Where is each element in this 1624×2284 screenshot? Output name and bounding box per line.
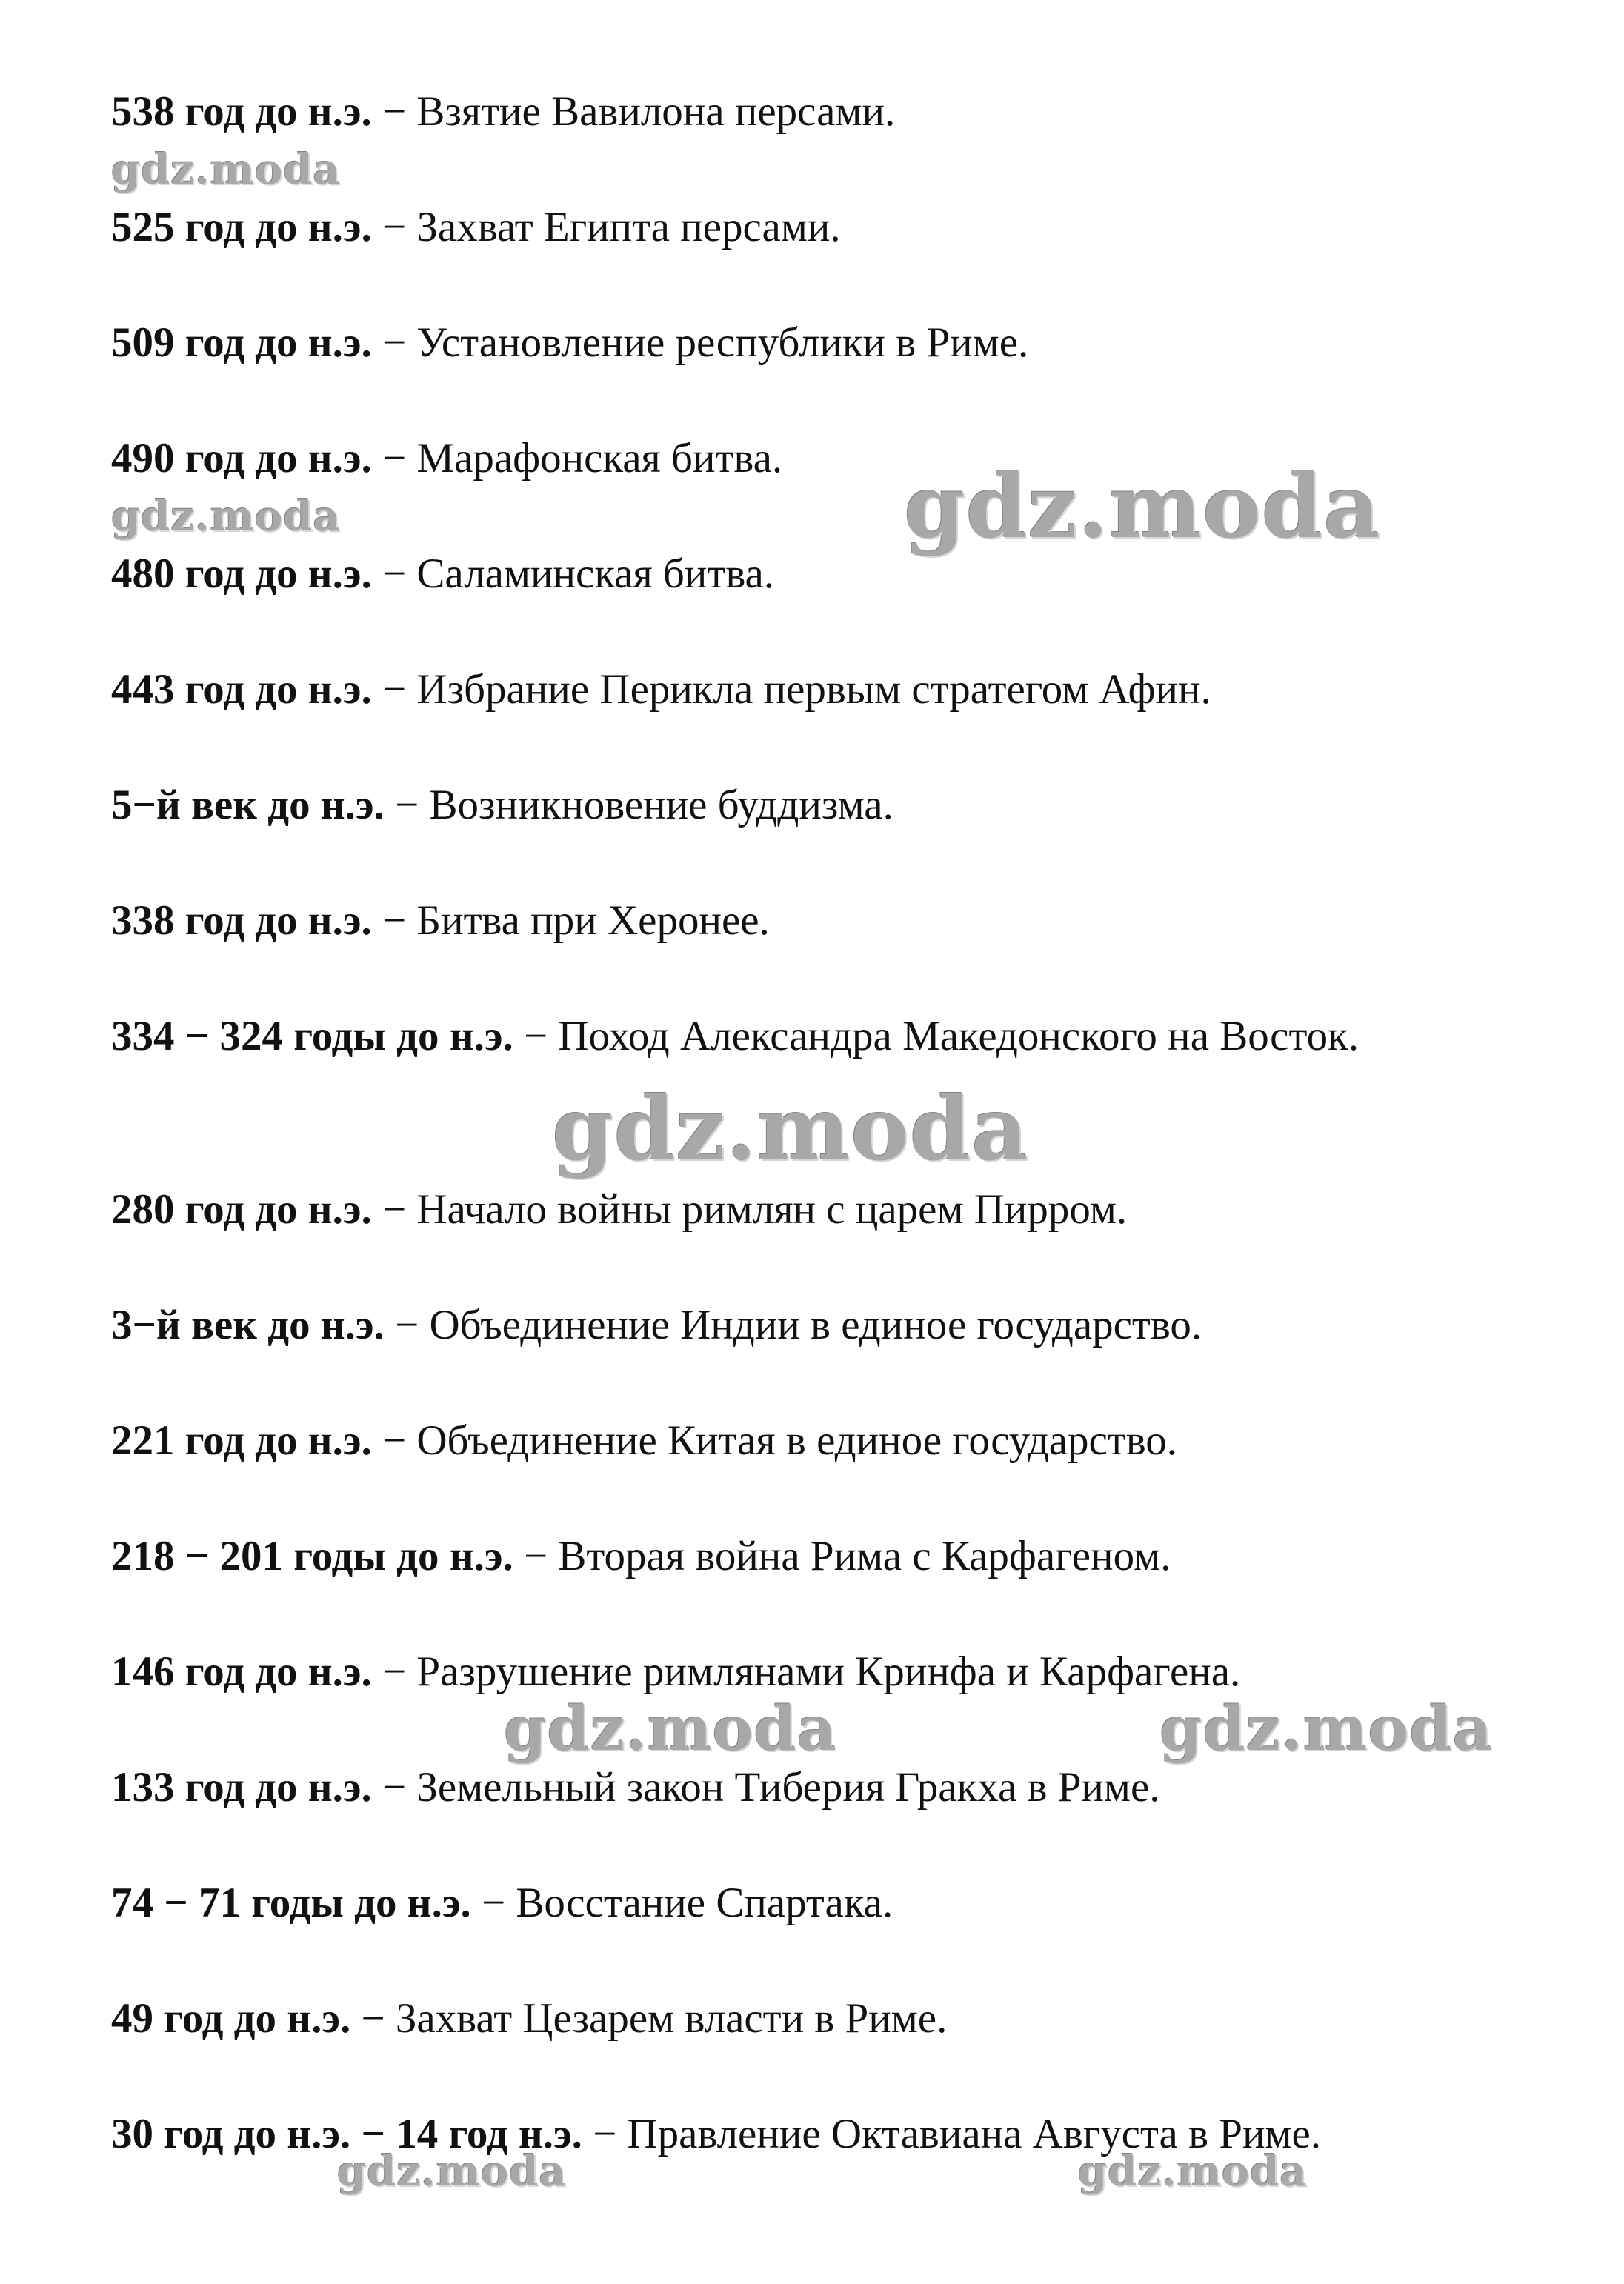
entry-event: Разрушение римлянами Кринфа и Карфагена. <box>416 1648 1241 1695</box>
watermark: gdz.moda <box>552 1077 1029 1180</box>
entry-event: Возникновение буддизма. <box>429 782 893 828</box>
entry-event: Взятие Вавилона персами. <box>416 88 896 135</box>
watermark: gdz.moda <box>904 455 1381 558</box>
entry-date: 509 год до н.э. <box>111 319 372 366</box>
entry-date: 3−й век до н.э. <box>111 1302 385 1348</box>
entry-event: Марафонская битва. <box>416 435 783 482</box>
entry-separator: − <box>513 1533 559 1579</box>
entry-separator: − <box>371 1417 417 1464</box>
timeline-entry <box>111 430 1519 487</box>
entry-date: 538 год до н.э. <box>111 88 372 135</box>
timeline-entry <box>111 1296 1519 1354</box>
timeline-entry <box>111 1990 1519 2048</box>
entry-event: Избрание Перикла первым стратегом Афин. <box>416 666 1211 713</box>
entry-separator: − <box>371 1186 417 1233</box>
entry-separator: − <box>582 2111 628 2157</box>
entry-separator: − <box>371 666 417 713</box>
entry-event: Поход Александра Македонского на Восток. <box>558 1013 1360 1059</box>
entry-event: Объединение Индии в единое государство. <box>429 1302 1202 1348</box>
entry-separator: − <box>371 204 417 250</box>
timeline-entry <box>111 776 1519 834</box>
entry-date: 49 год до н.э. <box>111 1995 351 2042</box>
entry-date: 334 − 324 годы до н.э. <box>111 1013 513 1059</box>
entry-date: 490 год до н.э. <box>111 435 372 482</box>
entry-event: Объединение Китая в единое государство. <box>416 1417 1177 1464</box>
timeline-entry <box>111 892 1519 950</box>
entry-separator: − <box>470 1880 516 1926</box>
entry-separator: − <box>350 1995 396 2042</box>
entry-date: 443 год до н.э. <box>111 666 372 713</box>
entry-event: Вторая война Рима с Карфагеном. <box>558 1533 1171 1579</box>
entry-event: Установление республики в Риме. <box>416 319 1029 366</box>
entry-event: Земельный закон Тиберия Гракха в Риме. <box>416 1764 1160 1811</box>
entry-separator: − <box>513 1013 559 1059</box>
watermark: gdz.moda <box>337 2147 567 2196</box>
timeline-entry <box>111 83 1519 141</box>
entry-separator: − <box>384 1302 430 1348</box>
timeline-entry <box>111 314 1519 372</box>
entry-separator: − <box>371 435 417 482</box>
watermark: gdz.moda <box>111 492 341 541</box>
timeline-entry <box>111 1412 1519 1470</box>
watermark: gdz.moda <box>1078 2147 1308 2196</box>
watermark: gdz.moda <box>504 1694 837 1765</box>
entry-date: 221 год до н.э. <box>111 1417 372 1464</box>
timeline-entry <box>111 661 1519 719</box>
entry-date: 480 год до н.э. <box>111 550 372 597</box>
watermark: gdz.moda <box>1159 1694 1493 1765</box>
timeline-entry <box>111 1528 1519 1585</box>
entry-date: 525 год до н.э. <box>111 204 372 250</box>
entry-date: 133 год до н.э. <box>111 1764 372 1811</box>
timeline-entry <box>111 2105 1482 2163</box>
entry-separator: − <box>371 88 417 135</box>
entry-event: Начало войны римлян с царем Пирром. <box>416 1186 1128 1233</box>
watermark: gdz.moda <box>111 145 341 194</box>
entry-event: Правление Октавиана Августа в Риме. <box>627 2111 1322 2157</box>
entry-date: 74 − 71 годы до н.э. <box>111 1880 471 1926</box>
entry-date: 30 год до н.э. − 14 год н.э. <box>111 2111 582 2157</box>
entry-separator: − <box>384 782 430 828</box>
timeline-entry <box>111 1759 1519 1817</box>
entry-date: 280 год до н.э. <box>111 1186 372 1233</box>
entry-separator: − <box>371 1764 417 1811</box>
entry-event: Саламинская битва. <box>416 550 775 597</box>
timeline-entry <box>111 1643 1519 1701</box>
entry-separator: − <box>371 550 417 597</box>
timeline-entry <box>111 1874 1519 1932</box>
entry-event: Захват Египта персами. <box>416 204 841 250</box>
entry-date: 338 год до н.э. <box>111 897 372 944</box>
timeline-entry <box>111 1181 1519 1239</box>
timeline-entry <box>111 545 1519 603</box>
entry-separator: − <box>371 897 417 944</box>
entry-event: Битва при Херонее. <box>416 897 770 944</box>
timeline-entry <box>111 199 1519 256</box>
entry-event: Восстание Спартака. <box>516 1880 893 1926</box>
entry-date: 146 год до н.э. <box>111 1648 372 1695</box>
entry-date: 5−й век до н.э. <box>111 782 385 828</box>
entry-separator: − <box>371 1648 417 1695</box>
entry-event: Захват Цезарем власти в Риме. <box>395 1995 948 2042</box>
entry-separator: − <box>371 319 417 366</box>
timeline-entry <box>111 1008 1482 1065</box>
entry-date: 218 − 201 годы до н.э. <box>111 1533 513 1579</box>
